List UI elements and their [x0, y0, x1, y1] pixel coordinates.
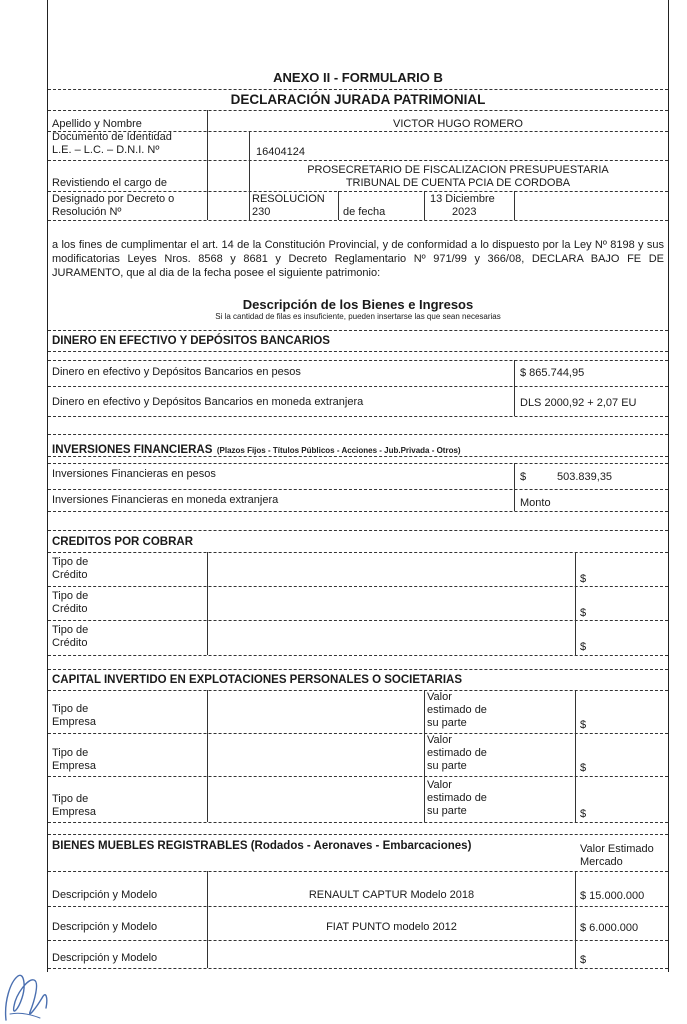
muebles-value-header-line2: Mercado	[580, 856, 623, 868]
divider	[48, 110, 668, 111]
inversiones-extranjera-label: Inversiones Financieras en moneda extranjera	[52, 494, 279, 506]
capital-row1-currency: $	[580, 719, 587, 731]
mueble-row3-value: $	[580, 954, 587, 966]
capital-section-title: CAPITAL INVERTIDO EN EXPLOTACIONES PERSONALES O SOCIETARIAS	[52, 674, 462, 686]
credito-row3-label-line1: Tipo de	[52, 624, 89, 636]
capital-row3-valor-line2: estimado de	[427, 792, 487, 804]
divider	[48, 456, 668, 457]
inversiones-pesos-currency: $	[520, 471, 527, 483]
muebles-col-divider	[575, 871, 576, 968]
creditos-col-divider	[575, 552, 576, 655]
capital-row1-valor-line1: Valor	[427, 691, 452, 703]
description-title: Descripción de los Bienes e Ingresos	[242, 297, 474, 312]
dinero-pesos-label: Dinero en efectivo y Depósitos Bancarios en pesos	[52, 366, 301, 378]
capital-row1-label-line1: Tipo de	[52, 703, 89, 715]
mueble-row2-label: Descripción y Modelo	[52, 921, 158, 933]
muebles-value-header-line1: Valor Estimado	[580, 843, 654, 855]
inversiones-col-divider	[514, 463, 515, 511]
divider	[48, 940, 668, 941]
divider	[48, 620, 668, 621]
inversiones-pesos-label: Inversiones Financieras en pesos	[52, 468, 216, 480]
capital-row3-valor-line3: su parte	[427, 805, 467, 817]
credito-row3-currency: $	[580, 641, 587, 653]
inversiones-section-note: (Plazos Fijos - Títulos Públicos - Acciones - Jub.Privada - Otros)	[216, 446, 461, 455]
credito-row1-label-line1: Tipo de	[52, 556, 89, 568]
creditos-section-title: CREDITOS POR COBRAR	[52, 536, 193, 548]
credito-row2-currency: $	[580, 607, 587, 619]
divider	[48, 89, 668, 90]
identity-col-divider	[514, 191, 515, 220]
capital-row2-currency: $	[580, 762, 587, 774]
resolucion-line1: RESOLUCION	[252, 193, 325, 205]
signature-mark	[0, 968, 60, 1024]
divider	[48, 776, 668, 777]
capital-row1-valor-line2: estimado de	[427, 704, 487, 716]
capital-col-divider	[575, 690, 576, 822]
cargo-label: Revistiendo el cargo de	[52, 177, 167, 189]
divider	[48, 351, 668, 352]
capital-row2-label-line2: Empresa	[52, 760, 97, 772]
mueble-row1-value: $ 15.000.000	[580, 890, 645, 902]
divider	[48, 489, 668, 490]
divider	[48, 655, 668, 656]
description-subtitle: Si la cantidad de filas es insuficiente, pueden insertarse las que sean necesarias	[215, 312, 501, 321]
inversiones-extranjera-value: Monto	[520, 497, 551, 509]
divider	[48, 511, 668, 512]
divider	[48, 360, 668, 361]
name-value: VICTOR HUGO ROMERO	[393, 118, 523, 130]
cargo-value-line1: PROSECRETARIO DE FISCALIZACION PRESUPUESTARIA	[307, 164, 609, 176]
divider	[48, 669, 668, 670]
credito-row2-label-line1: Tipo de	[52, 590, 89, 602]
credito-row1-label-line2: Crédito	[52, 569, 88, 581]
divider	[48, 834, 668, 835]
fecha-value-line1: 13 Diciembre	[430, 193, 495, 205]
dinero-pesos-value: $ 865.744,95	[520, 367, 585, 379]
identity-col-divider	[207, 110, 208, 220]
credito-row1-currency: $	[580, 573, 587, 585]
dinero-section-title: DINERO EN EFECTIVO Y DEPÓSITOS BANCARIOS	[52, 335, 330, 347]
dinero-col-divider	[514, 360, 515, 416]
divider	[48, 463, 668, 464]
divider	[48, 416, 668, 417]
fecha-value-line2: 2023	[452, 206, 477, 218]
mueble-row1-desc: RENAULT CAPTUR Modelo 2018	[308, 889, 475, 901]
inversiones-pesos-value: 503.839,35	[557, 471, 613, 483]
divider	[48, 386, 668, 387]
identity-col-divider	[424, 191, 425, 220]
capital-col-divider	[207, 690, 208, 822]
dinero-extranjera-label: Dinero en efectivo y Depósitos Bancarios en moneda extranjera	[52, 396, 364, 408]
divider	[48, 530, 668, 531]
capital-row1-label-line2: Empresa	[52, 716, 97, 728]
cargo-value-line2: TRIBUNAL DE CUENTA PCIA DE CORDOBA	[345, 177, 571, 189]
fecha-label: de fecha	[343, 206, 386, 218]
capital-col-divider	[424, 690, 425, 822]
divider	[48, 330, 668, 331]
divider	[48, 822, 668, 823]
doc-value: 16404124	[256, 146, 305, 158]
designado-label-line1: Designado por Decreto o	[52, 193, 175, 205]
name-label: Apellido y Nombre	[52, 118, 142, 130]
capital-row2-valor-line2: estimado de	[427, 747, 487, 759]
dinero-extranjera-value: DLS 2000,92 + 2,07 EU	[520, 397, 637, 409]
doc-label-line2: L.E. – L.C. – D.N.I. Nº	[52, 144, 160, 156]
mueble-row2-value: $ 6.000.000	[580, 922, 639, 934]
mueble-row3-label: Descripción y Modelo	[52, 952, 158, 964]
capital-row3-label-line1: Tipo de	[52, 793, 89, 805]
annex-title: ANEXO II - FORMULARIO B	[273, 70, 443, 85]
capital-row3-currency: $	[580, 808, 587, 820]
capital-row2-label-line1: Tipo de	[52, 747, 89, 759]
resolucion-line2: 230	[252, 206, 271, 218]
identity-col-divider	[338, 191, 339, 220]
divider	[48, 434, 668, 435]
capital-row3-valor-line1: Valor	[427, 779, 452, 791]
divider	[48, 733, 668, 734]
page-right-border	[668, 0, 669, 972]
muebles-section-title: BIENES MUEBLES REGISTRABLES (Rodados - Aeronaves - Embarcaciones)	[52, 840, 472, 852]
divider	[48, 906, 668, 907]
divider	[48, 191, 668, 192]
doc-label-line1: Documento de Identidad	[52, 131, 172, 143]
page-left-border	[47, 0, 48, 972]
capital-row2-valor-line1: Valor	[427, 734, 452, 746]
capital-row2-valor-line3: su parte	[427, 760, 467, 772]
form-title: DECLARACIÓN JURADA PATRIMONIAL	[230, 92, 486, 107]
intro-paragraph: a los fines de cumplimentar el art. 14 de la Constitución Provincial, y de conformidad a lo dispuesto por la Ley Nº 8198 y sus modificatorias Leyes Nros. 8568 y 8681 y Decreto Reglamentario Nº 971/99 y 366/08, DECLARA BAJO FE DE JURAMENTO, que al dia de la fecha posee el siguiente patrimonio:	[52, 239, 664, 279]
credito-row2-label-line2: Crédito	[52, 603, 88, 615]
designado-label-line2: Resolución Nº	[52, 206, 122, 218]
mueble-row1-label: Descripción y Modelo	[52, 889, 158, 901]
creditos-col-divider	[207, 552, 208, 655]
divider	[48, 220, 668, 221]
capital-row3-label-line2: Empresa	[52, 806, 97, 818]
divider	[48, 160, 668, 161]
credito-row3-label-line2: Crédito	[52, 637, 88, 649]
divider	[48, 968, 668, 969]
muebles-col-divider	[207, 871, 208, 968]
inversiones-section-title: INVERSIONES FINANCIERAS	[52, 444, 213, 456]
divider	[48, 586, 668, 587]
capital-row1-valor-line3: su parte	[427, 717, 467, 729]
mueble-row2-desc: FIAT PUNTO modelo 2012	[326, 921, 457, 933]
